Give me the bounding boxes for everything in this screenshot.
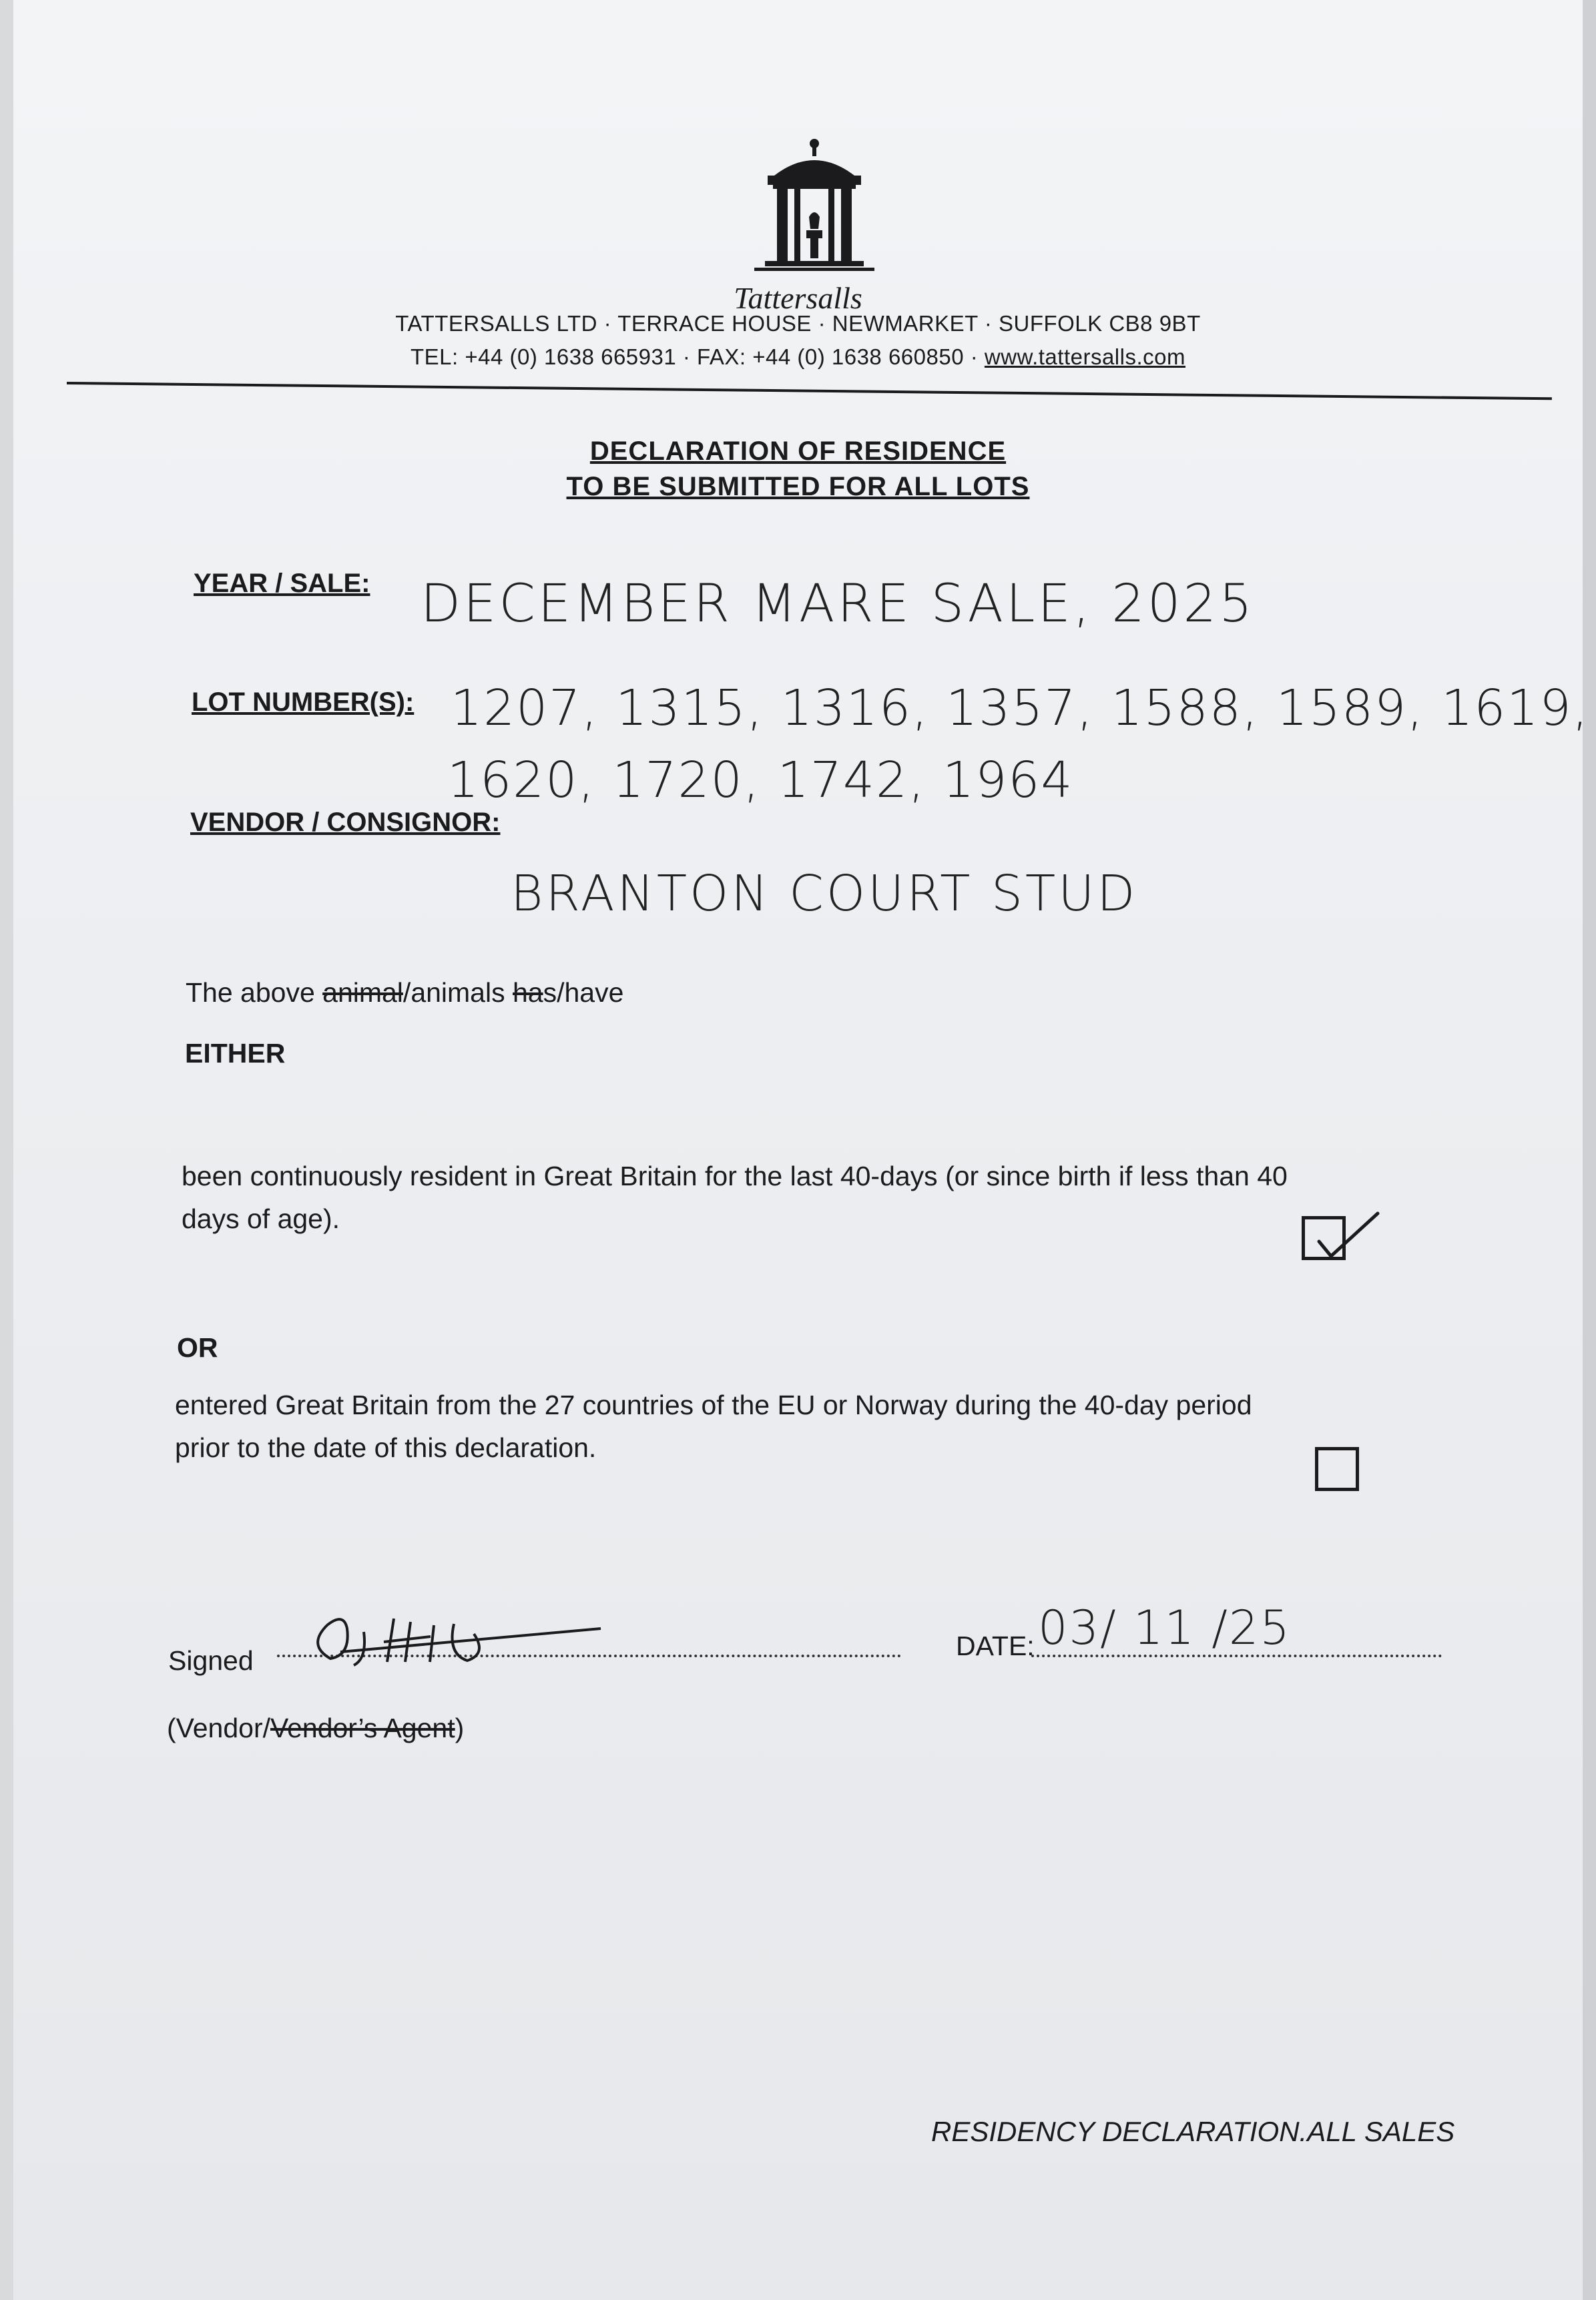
animals-statement [186,971,623,1014]
option1-line-2: days of age). [182,1203,340,1234]
either-label: EITHER [185,1038,286,1069]
year-sale-value: DECEMBER MARE SALE, 2025 [421,574,1255,634]
lot-numbers-line-1: 1207, 1315, 1316, 1357, 1588, 1589, 1619, [451,679,1590,737]
option1-text [182,1155,1288,1240]
signer-role [167,1707,464,1749]
tattersalls-cupola-logo [748,137,881,280]
website-link: www.tattersalls.com [984,344,1185,369]
vendor-value: BRANTON COURT STUD [511,865,1138,922]
role-vendor: (Vendor/ [167,1713,270,1743]
contact-line [0,344,1596,370]
handwritten-signature [300,1605,607,1672]
brand-name: Tattersalls [734,281,862,315]
form-subtitle: TO BE SUBMITTED FOR ALL LOTS [566,472,1030,501]
form-reference: RESIDENCY DECLARATION.ALL SALES [931,2116,1455,2147]
checkmark-icon [1308,1203,1382,1269]
date-label: DATE: [956,1631,1035,1661]
struck-vendors-agent: Vendor’s Agent [270,1713,455,1743]
struck-has: ha [512,977,543,1008]
lot-numbers-line-2: 1620, 1720, 1742, 1964 [447,752,1074,809]
lot-numbers-label: LOT NUMBER(S): [192,687,415,717]
year-sale-label: YEAR / SALE: [194,569,370,598]
option2-text [175,1384,1252,1469]
form-title: DECLARATION OF RESIDENCE [589,437,1007,466]
role-close: ) [455,1713,465,1743]
or-label: OR [177,1332,218,1363]
option2-line-2: prior to the date of this declaration. [175,1432,597,1463]
statement-prefix: The above [186,977,323,1008]
option2-checkbox[interactable] [1315,1447,1359,1491]
vendor-label: VENDOR / CONSIGNOR: [190,808,501,837]
struck-animal: animal [322,977,403,1008]
phone-fax: TEL: +44 (0) 1638 665931 · FAX: +44 (0) 1638 660850 · [411,344,985,369]
statement-has-have: s/have [543,977,624,1008]
date-value: 03/ 11 /25 [1038,1601,1291,1655]
company-address: TATTERSALLS LTD · TERRACE HOUSE · NEWMARKET · SUFFOLK CB8 9BT [395,311,1201,336]
option1-line-1: been continuously resident in Great Britain for the last 40-days (or since birth if less than 40 [182,1161,1288,1191]
option2-line-1: entered Great Britain from the 27 countries of the EU or Norway during the 40-day period [175,1390,1252,1420]
signed-label: Signed [168,1645,254,1676]
statement-animals: /animals [403,977,513,1008]
